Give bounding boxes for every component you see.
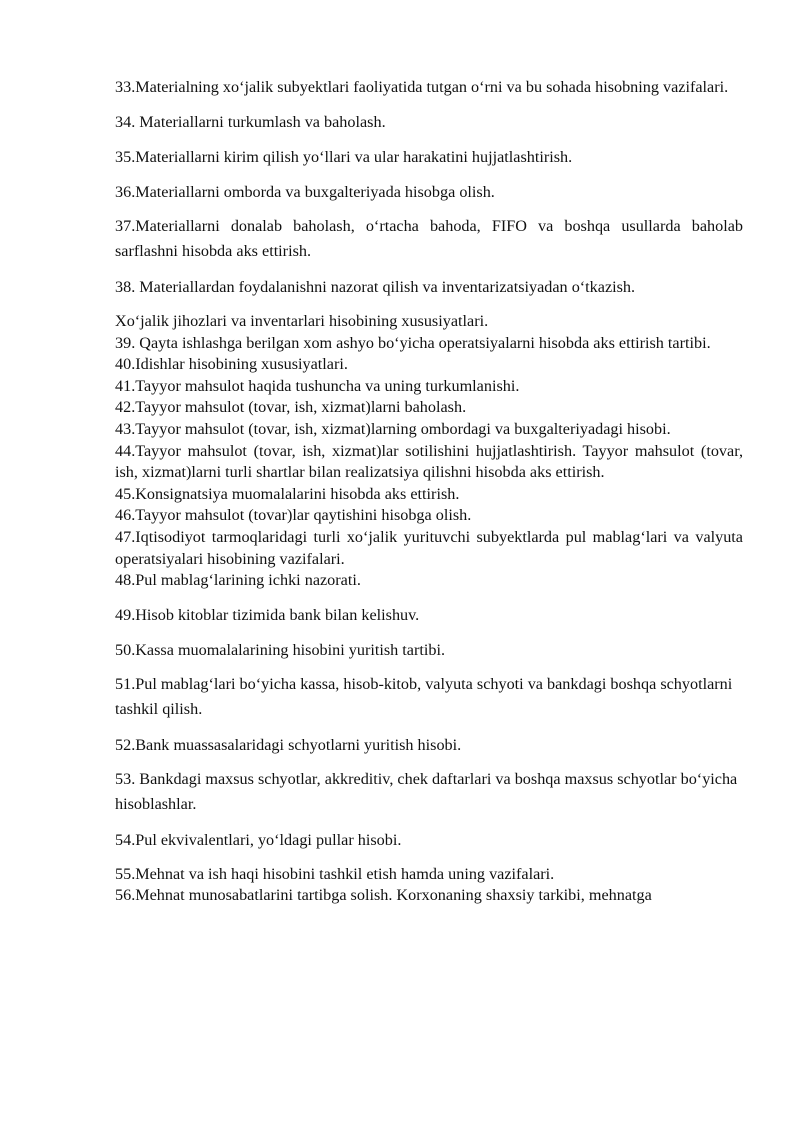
list-item-37: 37.Materiallarni donalab baholash, oʻrtacha bahoda, FIFO va boshqa usullarda baholab sarflashni hisobda aks ettirish.	[115, 217, 743, 260]
list-item-44: 44.Tayyor mahsulot (tovar, ish, xizmat)lar sotilishini hujjatlashtirish. Tayyor mahsulot (tovar, ish, xizmat)larni turli shartlar bilan realizatsiya qilishni hisobda aks ettirish.	[115, 441, 743, 482]
list-item-39: 39. Qayta ishlashga berilgan xom ashyo boʻyicha operatsiyalarni hisobda aks ettirish tartibi.	[115, 333, 711, 352]
document-page	[115, 76, 743, 907]
list-item-48: 48.Pul mablagʻlarining ichki nazorati.	[115, 571, 361, 590]
list-item-43: 43.Tayyor mahsulot (tovar, ish, xizmat)larning ombordagi va buxgalteriyadagi hisobi.	[115, 419, 671, 438]
list-item-45: 45.Konsignatsiya muomalalarini hisobda aks ettirish.	[115, 484, 460, 503]
list-item-36: 36.Materiallarni omborda va buxgalteriyada hisobga olish.	[115, 183, 495, 201]
list-item-56: 56.Mehnat munosabatlarini tartibga solish. Korxonaning shaxsiy tarkibi, mehnatga	[115, 886, 652, 905]
list-item-40: 40.Idishlar hisobining xususiyatlari.	[115, 355, 348, 374]
list-item-41: 41.Tayyor mahsulot haqida tushuncha va uning turkumlanishi.	[115, 376, 520, 395]
list-item-50: 50.Kassa muomalalarining hisobini yuritish tartibi.	[115, 640, 446, 659]
list-item-35: 35.Materiallarni kirim qilish yoʻllari va ular harakatini hujjatlashtirish.	[115, 148, 573, 166]
list-item-49: 49.Hisob kitoblar tizimida bank bilan kelishuv.	[115, 605, 420, 624]
list-item-46: 46.Tayyor mahsulot (tovar)lar qaytishini hisobga olish.	[115, 506, 472, 525]
list-item-51: 51.Pul mablagʻlari boʻyicha kassa, hisob-kitob, valyuta schyoti va bankdagi boshqa schyotlarni tashkil qilish.	[115, 674, 733, 718]
list-item-47: 47.Iqtisodiyot tarmoqlaridagi turli xoʻjalik yurituvchi subyektlarda pul mablagʻlari va valyuta operatsiyalari hisobining vazifalari.	[115, 527, 743, 568]
list-item-52: 52.Bank muassasalaridagi schyotlarni yuritish hisobi.	[115, 735, 462, 754]
list-item-53: 53. Bankdagi maxsus schyotlar, akkreditiv, chek daftarlari va boshqa maxsus schyotlar boʻyicha hisoblashlar.	[115, 769, 738, 813]
list-item-55: 55.Mehnat va ish haqi hisobini tashkil etish hamda uning vazifalari.	[115, 864, 555, 883]
list-item-42: 42.Tayyor mahsulot (tovar, ish, xizmat)larni baholash.	[115, 398, 467, 417]
list-item-33: 33.Materialning xoʻjalik subyektlari faoliyatida tutgan oʻrni va bu sohada hisobning vazifalari.	[115, 78, 729, 96]
list-item-34: 34. Materiallarni turkumlash va baholash.	[115, 113, 386, 131]
list-item-38: 38. Materiallardan foydalanishni nazorat qilish va inventarizatsiyadan oʻtkazish.	[115, 278, 636, 296]
list-item-54: 54.Pul ekvivalentlari, yoʻldagi pullar hisobi.	[115, 830, 402, 849]
section-heading: Xoʻjalik jihozlari va inventarlari hisobining xususiyatlari.	[115, 312, 489, 330]
